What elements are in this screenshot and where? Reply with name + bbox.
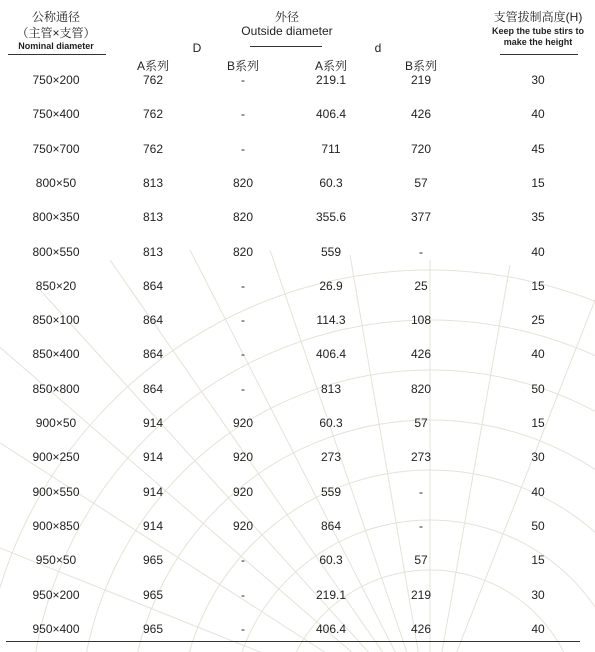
nominal-cell: 850×100 — [32, 313, 80, 327]
d-b-cell: 426 — [410, 622, 432, 636]
d-b-cell: 219 — [410, 588, 432, 602]
d-a-cell: 60.3 — [319, 176, 343, 190]
D-b-cell: - — [241, 142, 245, 156]
d-a-cell: 60.3 — [319, 416, 343, 430]
D-a-cell: 864 — [142, 279, 164, 293]
d-a-cell: 60.3 — [319, 553, 343, 567]
D-b-cell: 820 — [232, 176, 254, 190]
D-b-cell: - — [241, 313, 245, 327]
d-b-cell: 426 — [410, 347, 432, 361]
d-b-cell: 57 — [414, 176, 428, 190]
nominal-header-cn-sub: （主管×支管） — [16, 26, 96, 40]
height-cell: 25 — [531, 313, 545, 327]
d-a-cell: 355.6 — [315, 210, 347, 224]
D-a-cell: 762 — [142, 73, 164, 87]
D-b-cell: 820 — [232, 245, 254, 259]
D-b-cell: 920 — [232, 416, 254, 430]
d-a-cell: 864 — [320, 519, 342, 533]
d-a-cell: 813 — [320, 382, 342, 396]
D-b-cell: 920 — [232, 485, 254, 499]
height-cell: 40 — [531, 245, 545, 259]
dd-a-series-header: A系列 — [314, 59, 348, 73]
nominal-cell: 900×250 — [32, 450, 80, 464]
nominal-cell: 850×400 — [32, 347, 80, 361]
d-a-cell: 711 — [321, 142, 341, 156]
d-b-cell: - — [419, 485, 423, 499]
D-b-cell: - — [241, 588, 245, 602]
d-a-cell: 406.4 — [315, 347, 347, 361]
D-b-cell: - — [241, 553, 245, 567]
table-bottom-rule — [6, 641, 580, 642]
D-a-cell: 914 — [142, 519, 164, 533]
height-cell: 30 — [531, 73, 545, 87]
nominal-cell: 900×50 — [35, 416, 77, 430]
d-b-cell: 108 — [410, 313, 432, 327]
nominal-cell: 950×400 — [32, 622, 80, 636]
d-b-cell: 426 — [410, 107, 432, 121]
big-d-label: D — [192, 41, 202, 55]
height-cell: 15 — [531, 553, 545, 567]
d-a-cell: 114.3 — [316, 313, 346, 327]
d-a-cell: 26.9 — [319, 279, 343, 293]
D-b-cell: - — [241, 107, 245, 121]
d-b-cell: - — [419, 519, 423, 533]
D-a-cell: 813 — [142, 210, 164, 224]
D-a-cell: 864 — [142, 313, 164, 327]
height-header-en-1: Keep the tube stirs to — [491, 26, 585, 36]
D-a-cell: 914 — [142, 450, 164, 464]
D-a-cell: 762 — [142, 107, 164, 121]
D-a-cell: 813 — [142, 176, 164, 190]
nominal-cell: 750×700 — [32, 142, 80, 156]
nominal-cell: 900×550 — [32, 485, 80, 499]
height-cell: 35 — [531, 210, 545, 224]
nominal-cell: 950×200 — [32, 588, 80, 602]
D-a-cell: 813 — [142, 245, 164, 259]
D-b-cell: - — [241, 622, 245, 636]
D-a-cell: 965 — [142, 622, 164, 636]
D-b-cell: - — [241, 347, 245, 361]
D-b-cell: - — [241, 382, 245, 396]
height-cell: 50 — [531, 382, 545, 396]
D-b-cell: - — [241, 73, 245, 87]
d-a-cell: 406.4 — [315, 622, 347, 636]
nominal-cell: 800×350 — [32, 210, 80, 224]
d-a-cell: 406.4 — [315, 107, 347, 121]
height-cell: 15 — [531, 416, 545, 430]
d-a-cell: 559 — [320, 245, 342, 259]
height-cell: 45 — [531, 142, 545, 156]
small-d-label: d — [374, 41, 382, 55]
d-b-cell: 820 — [410, 382, 432, 396]
D-a-cell: 965 — [142, 588, 164, 602]
d-b-cell: 377 — [410, 210, 432, 224]
dd-b-series-header: B系列 — [404, 59, 438, 73]
d-a-cell: 219.1 — [315, 73, 347, 87]
D-a-cell: 864 — [142, 382, 164, 396]
height-cell: 40 — [531, 107, 545, 121]
d-b-cell: 57 — [414, 416, 428, 430]
D-a-cell: 762 — [142, 142, 164, 156]
D-a-cell: 864 — [142, 347, 164, 361]
height-header-cn: 支管拔制高度(H) — [493, 10, 583, 24]
d-b-cell: 25 — [414, 279, 428, 293]
d-b-cell: 720 — [410, 142, 432, 156]
d-b-series-header: B系列 — [226, 59, 260, 73]
d-b-cell: 273 — [410, 450, 432, 464]
D-a-cell: 914 — [142, 416, 164, 430]
D-b-cell: 920 — [232, 450, 254, 464]
height-cell: 15 — [531, 279, 545, 293]
nominal-cell: 950×50 — [35, 553, 77, 567]
d-b-cell: 219 — [410, 73, 432, 87]
D-b-cell: - — [241, 279, 245, 293]
nominal-cell: 850×800 — [32, 382, 80, 396]
height-header-en-2: make the height — [503, 37, 573, 47]
D-b-cell: 920 — [232, 519, 254, 533]
height-cell: 50 — [531, 519, 545, 533]
height-cell: 40 — [531, 347, 545, 361]
nominal-cell: 900×850 — [32, 519, 80, 533]
nominal-cell: 800×550 — [32, 245, 80, 259]
nominal-header-cn: 公称通径 — [31, 10, 81, 24]
D-a-cell: 914 — [142, 485, 164, 499]
D-b-cell: 820 — [232, 210, 254, 224]
height-cell: 30 — [531, 450, 545, 464]
d-a-cell: 273 — [320, 450, 342, 464]
od-header-en: Outside diameter — [241, 24, 333, 38]
height-cell: 40 — [531, 485, 545, 499]
height-cell: 15 — [531, 176, 545, 190]
od-header-cn: 外径 — [274, 10, 300, 24]
nominal-header-en: Nominal diameter — [18, 41, 94, 51]
d-a-cell: 559 — [320, 485, 342, 499]
nominal-cell: 850×20 — [35, 279, 77, 293]
d-a-series-header: A系列 — [136, 59, 170, 73]
height-cell: 40 — [531, 622, 545, 636]
d-a-cell: 219.1 — [315, 588, 347, 602]
nominal-cell: 750×200 — [32, 73, 80, 87]
D-a-cell: 965 — [142, 553, 164, 567]
nominal-cell: 800×50 — [35, 176, 77, 190]
d-b-cell: - — [419, 245, 423, 259]
height-cell: 30 — [531, 588, 545, 602]
d-b-cell: 57 — [414, 553, 428, 567]
nominal-cell: 750×400 — [32, 107, 80, 121]
